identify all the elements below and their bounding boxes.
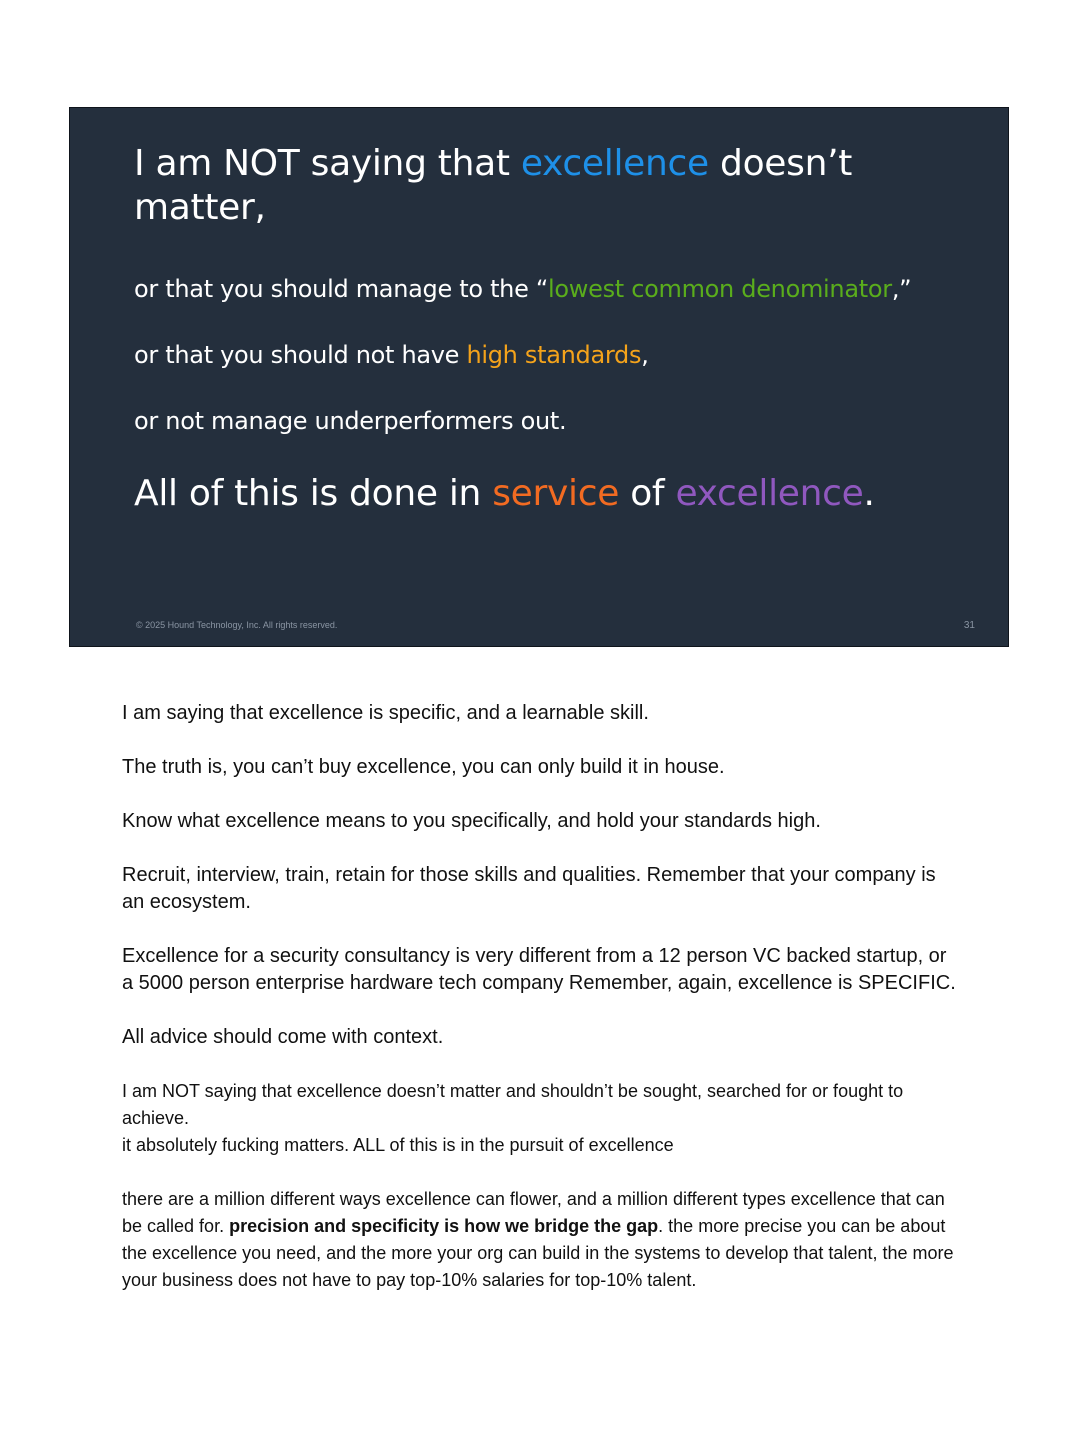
slide-closing bbox=[134, 472, 875, 516]
slide-line-high-standards bbox=[134, 340, 649, 370]
slide-headline bbox=[134, 142, 974, 230]
slide bbox=[69, 107, 1009, 647]
notes-paragraph: Recruit, interview, train, retain for those skills and qualities. Remember that your company is an ecosystem. bbox=[122, 864, 936, 913]
closing-highlight-service: service bbox=[492, 473, 620, 514]
notes-paragraph: All advice should come with context. bbox=[122, 1026, 444, 1048]
closing-text-mid: of bbox=[619, 473, 676, 514]
line2-highlight: high standards bbox=[466, 341, 642, 369]
notes-spacer bbox=[122, 1159, 962, 1186]
headline-text-end: doesn’t matter, bbox=[134, 143, 853, 228]
notes-paragraph: Excellence for a security consultancy is very different from a 12 person VC backed startup, or a 5000 person enterprise hardware tech company Remember, again, excellence is SPECIFIC. bbox=[122, 945, 956, 994]
slide-copyright: © 2025 Hound Technology, Inc. All rights reserved. bbox=[136, 620, 338, 630]
line2-text: or that you should not have bbox=[134, 341, 467, 369]
notes-small-line: I am NOT saying that excellence doesn’t matter and shouldn’t be sought, searched for or fought to achieve. bbox=[122, 1081, 904, 1128]
notes-text: there are a million different ways excellence can flower, and a million different types excellence that can be called for. bbox=[122, 1189, 945, 1236]
headline-highlight-excellence: excellence bbox=[520, 143, 709, 184]
notes-text-end: . the more precise you can be about the excellence you need, and the more your org can build in the systems to develop that talent, the more your business does not have to pay top-10% salaries for top-10% talent. bbox=[122, 1216, 954, 1290]
closing-highlight-excellence: excellence bbox=[675, 473, 864, 514]
notes-paragraph: I am saying that excellence is specific, and a learnable skill. bbox=[122, 702, 649, 724]
slide-line-lowest-common bbox=[134, 274, 911, 304]
slide-line-underperformers: or not manage underperformers out. bbox=[134, 407, 567, 435]
speaker-notes bbox=[122, 700, 962, 1294]
line1-text: or that you should manage to the “ bbox=[134, 275, 549, 303]
line1-highlight: lowest common denominator bbox=[548, 275, 892, 303]
line2-text-end: , bbox=[641, 341, 649, 369]
headline-text: I am NOT saying that bbox=[134, 143, 521, 184]
line1-text-end: ,” bbox=[891, 275, 912, 303]
closing-text-end: . bbox=[863, 473, 875, 514]
notes-small-line: it absolutely fucking matters. ALL of this is in the pursuit of excellence bbox=[122, 1135, 674, 1155]
notes-paragraph: The truth is, you can’t buy excellence, you can only build it in house. bbox=[122, 756, 725, 778]
closing-text: All of this is done in bbox=[134, 473, 493, 514]
notes-bold-phrase: precision and specificity is how we bridge the gap bbox=[229, 1216, 659, 1236]
notes-paragraph: Know what excellence means to you specifically, and hold your standards high. bbox=[122, 810, 821, 832]
slide-page-number: 31 bbox=[963, 620, 975, 631]
notes-closing-paragraph bbox=[122, 1186, 962, 1294]
